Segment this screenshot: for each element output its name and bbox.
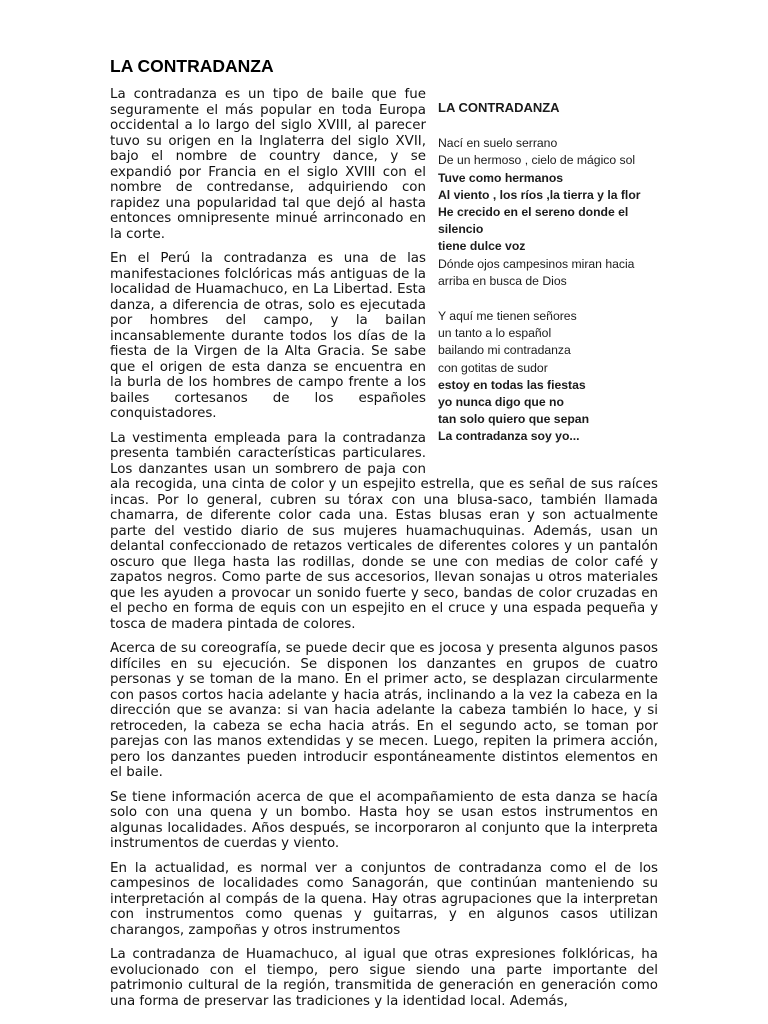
body-paragraph: En el Perú la contradanza es una de las manifestaciones folclóricas más antiguas de la localidad de Huamachuco, en La Libertad. Esta danza, a diferencia de otras, solo es ejecutada por hombres del campo, y la bailan incansablemente durante todos los días de la fiesta de la Virgen de la Alta Gracia. Se sabe que el origen de esta danza se encuentra en la burla de los hombres de campo frente a los bailes cortesanos de los españoles conquistadores.	[110, 251, 426, 421]
poem-line: Y aquí me tienen señores	[438, 309, 577, 324]
body-paragraph: Se tiene información acerca de que el acompañamiento de esta danza se hacía solo con una quena y un bombo. Hasta hoy se usan estos instrumentos en algunas localidades. Años después, se incorporaron al conjunto que la interpreta instrumentos de cuerdas y viento.	[110, 789, 658, 851]
document-page	[110, 55, 658, 1018]
poem-line: tiene dulce voz	[438, 239, 526, 254]
poem-line: con gotitas de sudor	[438, 360, 548, 375]
poem-line: bailando mi contradanza	[438, 343, 571, 358]
body-paragraph: En la actualidad, es normal ver a conjuntos de contradanza como el de los campesinos de localidades como Sanagorán, que continúan manteniendo su interpretación al compás de la quena. Hay otras agrupaciones que la interpretan con instrumentos como quenas y guitarras, y en algunos casos utilizan charangos, zampoñas y otros instrumentos	[110, 860, 658, 938]
poem-stanza	[438, 135, 658, 290]
poem-line: tan solo quiero que sepan	[438, 412, 590, 427]
poem-line: La contradanza soy yo...	[438, 429, 580, 444]
poem-line: estoy en todas las fiestas	[438, 377, 586, 392]
poem-line: yo nunca digo que no	[438, 395, 564, 410]
poem-title: LA CONTRADANZA	[438, 100, 560, 115]
poem-line: un tanto a lo español	[438, 326, 552, 341]
poem-line: He crecido en el sereno donde el	[438, 205, 629, 220]
poem-stanza	[438, 308, 658, 446]
poem-image	[438, 99, 658, 464]
poem-line: Al viento , los ríos ,la tierra y la flor	[438, 187, 641, 202]
poem-line: arriba en busca de Dios	[438, 273, 567, 288]
body-paragraph: Acerca de su coreografía, se puede decir que es jocosa y presenta algunos pasos difíciles en su ejecución. Se disponen los danzantes en grupos de cuatro personas y se toman de la mano. En el primer acto, se desplazan circularmente con pasos cortos hacia adelante y hacia atrás, inclinando a la vez la cabeza en la dirección que se avanza: si van hacia adelante la cabeza también lo hace, y si retroceden, la cabeza se echa hacia atrás. En el segundo acto, se toman por parejas con las manos extendidas y se mecen. Luego, repiten la primera acción, pero los danzantes pueden introducir espontáneamente distintos elementos en el baile.	[110, 641, 658, 780]
body-paragraph: La contradanza es un tipo de baile que fue seguramente el más popular en toda Europa occidental a lo largo del siglo XVIII, al parecer tuvo su origen en la Inglaterra del siglo XVII, bajo el nombre de country dance, y se expandió por Francia en el siglo XVIII con el nombre de contredanse, adquiriendo con rapidez una popularidad tal que dejó al hasta entonces omnipresente minué arrinconado en la corte.	[110, 87, 426, 242]
document-title: LA CONTRADANZA	[110, 56, 274, 76]
body-paragraph: La vestimenta empleada para la contradanza presenta también características particulares. Los danzantes usan un sombrero de paja con ala recogida, una cinta de color y un espejito estrella, que es señal de sus raíces incas. Por lo general, cubren su tórax con una blusa-saco, también llamada chamarra, de diferente color cada una. Estas blusas eran y son actualmente parte del vestido diario de sus mujeres huamachuquinas. Además, usan un delantal confeccionado de retazos verticales de diferentes colores y un pantalón oscuro que llega hasta las rodillas, donde se une con medias de color café y zapatos negros. Como parte de sus accesorios, llevan sonajas u otros materiales que les ayuden a provocar un sonido fuerte y seco, bandas de color cruzadas en el pecho en forma de equis con un espejito en el cruce y una espada pequeña y tosca de madera pintada de colores.	[110, 430, 658, 632]
poem-line: Nací en suelo serrano	[438, 136, 558, 151]
poem-line: Tuve como hermanos	[438, 170, 564, 185]
poem-line: De un hermoso , cielo de mágico sol	[438, 153, 636, 168]
poem-line: Dónde ojos campesinos miran hacia	[438, 256, 635, 271]
poem-line: silencio	[438, 222, 484, 237]
body-paragraph: La contradanza de Huamachuco, al igual que otras expresiones folklóricas, ha evolucionado con el tiempo, pero sigue siendo una parte importante del patrimonio cultural de la región, transmitida de generación en generación como una forma de preservar las tradiciones y la identidad local. Además,	[110, 947, 658, 1009]
